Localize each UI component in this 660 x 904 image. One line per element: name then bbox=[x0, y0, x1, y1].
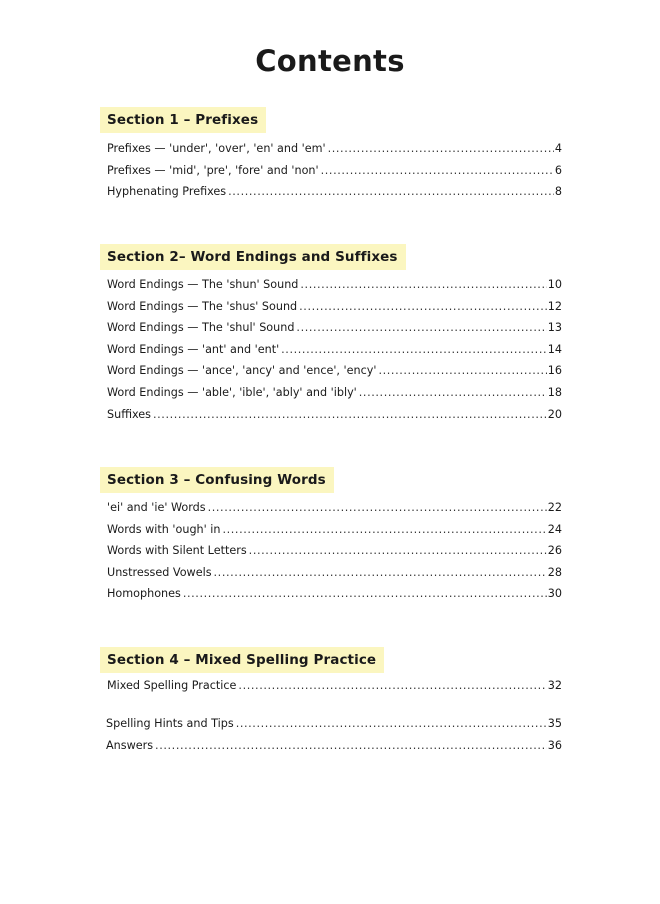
toc-entry[interactable] bbox=[107, 386, 562, 408]
dot-leader bbox=[299, 300, 547, 313]
dot-leader bbox=[155, 739, 547, 752]
toc-entry-page: 20 bbox=[547, 407, 562, 421]
toc-entry-title: Word Endings — The 'shul' Sound bbox=[107, 321, 295, 335]
toc-entry[interactable] bbox=[107, 185, 562, 207]
toc-entry-page: 30 bbox=[547, 587, 562, 601]
toc-list bbox=[107, 501, 562, 609]
dot-leader bbox=[328, 142, 554, 155]
page-title: Contents bbox=[255, 44, 405, 78]
toc-list bbox=[106, 717, 562, 760]
toc-entry-title: Word Endings — The 'shun' Sound bbox=[107, 278, 299, 291]
toc-entry[interactable] bbox=[107, 343, 562, 365]
dot-leader bbox=[238, 679, 546, 692]
toc-entry-page: 4 bbox=[554, 142, 562, 155]
toc-entry-title: Unstressed Vowels bbox=[107, 565, 212, 579]
toc-entry-page: 24 bbox=[547, 522, 562, 536]
section-3 bbox=[100, 467, 562, 609]
toc-entry[interactable] bbox=[107, 544, 562, 566]
dot-leader bbox=[300, 278, 546, 291]
toc-entry[interactable] bbox=[107, 300, 562, 322]
section-4 bbox=[100, 647, 562, 701]
toc-entry[interactable] bbox=[107, 278, 562, 300]
toc-entry[interactable] bbox=[107, 408, 562, 430]
toc-entry-title: Word Endings — 'able', 'ible', 'ably' and 'ibly' bbox=[107, 385, 357, 399]
toc-entry-title: Homophones bbox=[107, 587, 181, 601]
dot-leader bbox=[249, 544, 547, 557]
toc-list bbox=[107, 278, 562, 429]
dot-leader bbox=[236, 717, 547, 730]
toc-entry-page: 14 bbox=[547, 342, 562, 356]
extra-entries bbox=[100, 717, 562, 760]
toc-entry[interactable] bbox=[107, 501, 562, 523]
toc-entry[interactable] bbox=[107, 321, 562, 343]
toc-entry-title: Spelling Hints and Tips bbox=[106, 717, 234, 730]
section-heading: Section 3 – Confusing Words bbox=[100, 467, 334, 493]
section-heading: Section 1 – Prefixes bbox=[100, 107, 266, 133]
dot-leader bbox=[281, 343, 547, 356]
toc-entry[interactable] bbox=[107, 164, 562, 186]
dot-leader bbox=[214, 566, 547, 579]
toc-entry-page: 28 bbox=[547, 565, 562, 579]
toc-entry-title: Hyphenating Prefixes bbox=[107, 185, 227, 199]
toc-entry-title: Mixed Spelling Practice bbox=[107, 679, 237, 692]
toc-entry[interactable] bbox=[107, 523, 562, 545]
toc-entry-title: 'ei' and 'ie' Words bbox=[107, 501, 206, 514]
toc-entry-title: Suffixes bbox=[107, 407, 151, 421]
dot-leader bbox=[359, 386, 547, 399]
dot-leader bbox=[296, 321, 546, 334]
toc-entry-title: Words with Silent Letters bbox=[107, 544, 247, 558]
section-heading: Section 2– Word Endings and Suffixes bbox=[100, 244, 406, 270]
toc-entry-title: Words with 'ough' in bbox=[107, 522, 221, 536]
toc-entry[interactable] bbox=[107, 142, 562, 164]
toc-entry[interactable] bbox=[106, 717, 562, 739]
toc-entry-page: 6 bbox=[554, 163, 562, 177]
toc-entry-page: 36 bbox=[547, 738, 562, 752]
toc-entry-page: 16 bbox=[547, 364, 562, 378]
toc-entry-page: 35 bbox=[547, 717, 562, 730]
dot-leader bbox=[228, 185, 554, 198]
toc-entry-title: Word Endings — The 'shus' Sound bbox=[107, 299, 298, 313]
toc-entry-page: 12 bbox=[547, 299, 562, 313]
toc-entry-page: 13 bbox=[547, 321, 562, 335]
section-1 bbox=[100, 107, 562, 207]
dot-leader bbox=[153, 408, 547, 421]
toc-list bbox=[107, 679, 562, 701]
toc-entry-page: 10 bbox=[547, 278, 562, 291]
toc-entry-page: 22 bbox=[547, 501, 562, 514]
toc-entry-title: Prefixes — 'mid', 'pre', 'fore' and 'non' bbox=[107, 163, 319, 177]
toc-entry[interactable] bbox=[107, 364, 562, 386]
dot-leader bbox=[183, 587, 547, 600]
toc-list bbox=[107, 142, 562, 207]
toc-entry[interactable] bbox=[107, 587, 562, 609]
toc-entry-title: Word Endings — 'ance', 'ancy' and 'ence', 'ency' bbox=[107, 364, 377, 378]
toc-entry-title: Prefixes — 'under', 'over', 'en' and 'em' bbox=[107, 142, 326, 155]
toc-entry-page: 32 bbox=[547, 679, 562, 692]
dot-leader bbox=[208, 501, 547, 514]
dot-leader bbox=[321, 164, 554, 177]
toc-entry[interactable] bbox=[107, 566, 562, 588]
toc-entry[interactable] bbox=[106, 739, 562, 761]
section-2 bbox=[100, 244, 562, 429]
toc-entry-page: 26 bbox=[547, 544, 562, 558]
section-heading: Section 4 – Mixed Spelling Practice bbox=[100, 647, 384, 673]
toc-entry-title: Answers bbox=[106, 738, 154, 752]
toc-entry-title: Word Endings — 'ant' and 'ent' bbox=[107, 342, 280, 356]
toc-entry[interactable] bbox=[107, 679, 562, 701]
toc-entry-page: 18 bbox=[547, 385, 562, 399]
dot-leader bbox=[222, 523, 546, 536]
dot-leader bbox=[378, 364, 546, 377]
toc-entry-page: 8 bbox=[554, 185, 562, 199]
